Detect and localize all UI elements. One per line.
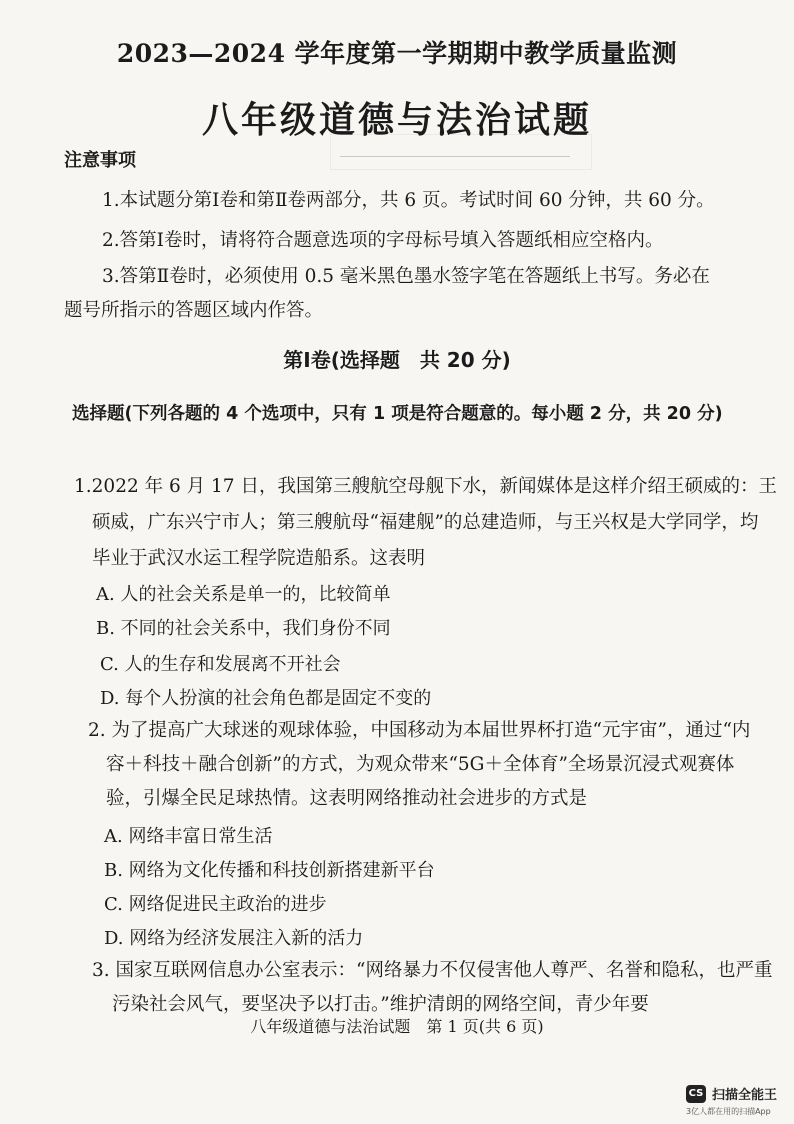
question-1-line: 毕业于武汉水运工程学院造船系。这表明 <box>92 548 426 569</box>
faint-stamp-line <box>340 156 570 157</box>
scanner-badge <box>686 1084 777 1103</box>
question-1-line: 1.2022 年 6 月 17 日，我国第三艘航空母舰下水，新闻媒体是这样介绍王硕威的：王 <box>74 476 777 497</box>
question-2-option-a: A. 网络丰富日常生活 <box>104 826 273 847</box>
scanner-subtitle: 3亿人都在用的扫描App <box>686 1107 771 1116</box>
notice-item: 1.本试题分第Ⅰ卷和第Ⅱ卷两部分，共 6 页。考试时间 60 分钟，共 60 分。 <box>102 190 715 211</box>
question-3-line: 污染社会风气，要坚决予以打击。”维护清朗的网络空间，青少年要 <box>112 994 649 1015</box>
notice-item: 题号所指示的答题区域内作答。 <box>64 300 324 321</box>
question-2-option-d: D. 网络为经济发展注入新的活力 <box>104 928 364 949</box>
section-description: 选择题(下列各题的 4 个选项中，只有 1 项是符合题意的。每小题 2 分，共 20 分) <box>72 404 723 424</box>
question-2-line: 2. 为了提高广大球迷的观球体验，中国移动为本届世界杯打造“元宇宙”，通过“内 <box>88 720 751 741</box>
notice-heading: 注意事项 <box>64 150 136 171</box>
page-footer: 八年级道德与法治试题 第 1 页(共 6 页) <box>250 1017 544 1036</box>
question-1-option-b: B. 不同的社会关系中，我们身份不同 <box>96 618 391 639</box>
question-1-option-c: C. 人的生存和发展离不开社会 <box>100 654 341 675</box>
question-3-line: 3. 国家互联网信息办公室表示：“网络暴力不仅侵害他人尊严、名誉和隐私，也严重 <box>92 960 773 981</box>
exam-title-line2: 八年级道德与法治试题 <box>201 99 592 141</box>
scanner-name: 扫描全能王 <box>712 1088 778 1103</box>
notice-item: 2.答第Ⅰ卷时，请将符合题意选项的字母标号填入答题纸相应空格内。 <box>102 230 664 251</box>
question-1-line: 硕威，广东兴宁市人；第三艘航母“福建舰”的总建造师，与王兴权是大学同学，均 <box>92 512 759 533</box>
notice-item: 3.答第Ⅱ卷时，必须使用 0.5 毫米黑色墨水签字笔在答题纸上书写。务必在 <box>102 266 710 287</box>
section-title: 第Ⅰ卷(选择题 共 20 分) <box>283 348 511 372</box>
question-1-option-d: D. 每个人扮演的社会角色都是固定不变的 <box>100 688 432 709</box>
question-2-line: 验，引爆全民足球热情。这表明网络推动社会进步的方式是 <box>106 788 588 809</box>
question-1-option-a: A. 人的社会关系是单一的，比较简单 <box>96 584 391 605</box>
question-2-option-c: C. 网络促进民主政治的进步 <box>104 894 327 915</box>
exam-title-line1: 2023—2024 学年度第一学期期中教学质量监测 <box>116 39 678 68</box>
cs-logo-icon: CS <box>686 1085 706 1103</box>
question-2-line: 容＋科技＋融合创新”的方式，为观众带来“5G＋全体育”全场景沉浸式观赛体 <box>106 754 735 775</box>
question-2-option-b: B. 网络为文化传播和科技创新搭建新平台 <box>104 860 435 881</box>
